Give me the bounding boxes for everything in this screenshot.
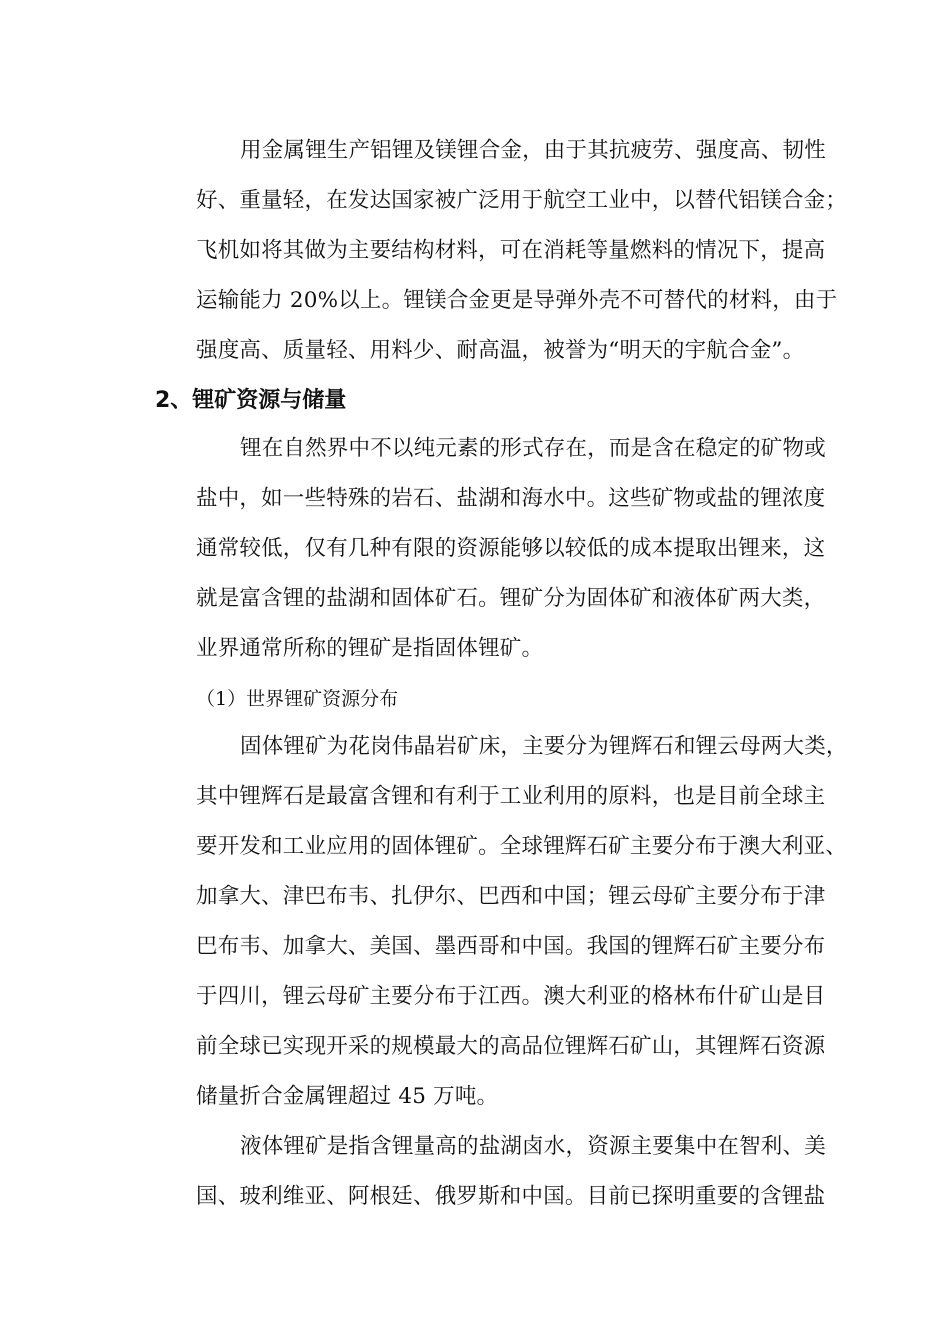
para1-line-1: 用金属锂生产铝锂及镁锂合金，由于其抗疲劳、强度高、韧性	[240, 138, 826, 163]
para3-line-6: 于四川，锂云母矿主要分布于江西。澳大利亚的格林布什矿山是目	[196, 984, 826, 1009]
para1-line-3: 飞机如将其做为主要结构材料，可在消耗等量燃料的情况下，提高	[196, 238, 826, 263]
para3-line-3: 要开发和工业应用的固体锂矿。全球锂辉石矿主要分布于澳大利亚、	[196, 834, 848, 859]
para2-line-1: 锂在自然界中不以纯元素的形式存在，而是含在稳定的矿物或	[240, 436, 826, 461]
para3-line-8: 储量折合金属锂超过 45 万吨。	[196, 1084, 499, 1109]
para2-line-5: 业界通常所称的锂矿是指固体锂矿。	[196, 636, 544, 661]
para3-line-4: 加拿大、津巴布韦、扎伊尔、巴西和中国；锂云母矿主要分布于津	[196, 884, 826, 909]
para1-line-4: 运输能力 20%以上。锂镁合金更是导弹外壳不可替代的材料，由于	[196, 288, 838, 313]
para4-line-1: 液体锂矿是指含锂量高的盐湖卤水，资源主要集中在智利、美	[240, 1134, 826, 1159]
para4-line-2: 国、玻利维亚、阿根廷、俄罗斯和中国。目前已探明重要的含锂盐	[196, 1184, 826, 1209]
para3-line-5: 巴布韦、加拿大、美国、墨西哥和中国。我国的锂辉石矿主要分布	[196, 934, 826, 959]
para3-line-7: 前全球已实现开采的规模最大的高品位锂辉石矿山，其锂辉石资源	[196, 1034, 826, 1059]
para2-line-2: 盐中，如一些特殊的岩石、盐湖和海水中。这些矿物或盐的锂浓度	[196, 486, 826, 511]
para2-line-3: 通常较低，仅有几种有限的资源能够以较低的成本提取出锂来，这	[196, 536, 826, 561]
para1-line-2: 好、重量轻，在发达国家被广泛用于航空工业中，以替代铝镁合金；	[196, 188, 848, 213]
subheading: （1）世界锂矿资源分布	[196, 688, 399, 710]
para3-line-1: 固体锂矿为花岗伟晶岩矿床，主要分为锂辉石和锂云母两大类，	[240, 734, 848, 759]
para3-line-2: 其中锂辉石是最富含锂和有利于工业利用的原料，也是目前全球主	[196, 784, 826, 809]
para2-line-4: 就是富含锂的盐湖和固体矿石。锂矿分为固体矿和液体矿两大类，	[196, 586, 826, 611]
section-heading: 2、锂矿资源与储量	[155, 388, 347, 413]
para1-line-5: 强度高、质量轻、用料少、耐高温，被誉为“明天的宇航合金”。	[196, 338, 805, 363]
